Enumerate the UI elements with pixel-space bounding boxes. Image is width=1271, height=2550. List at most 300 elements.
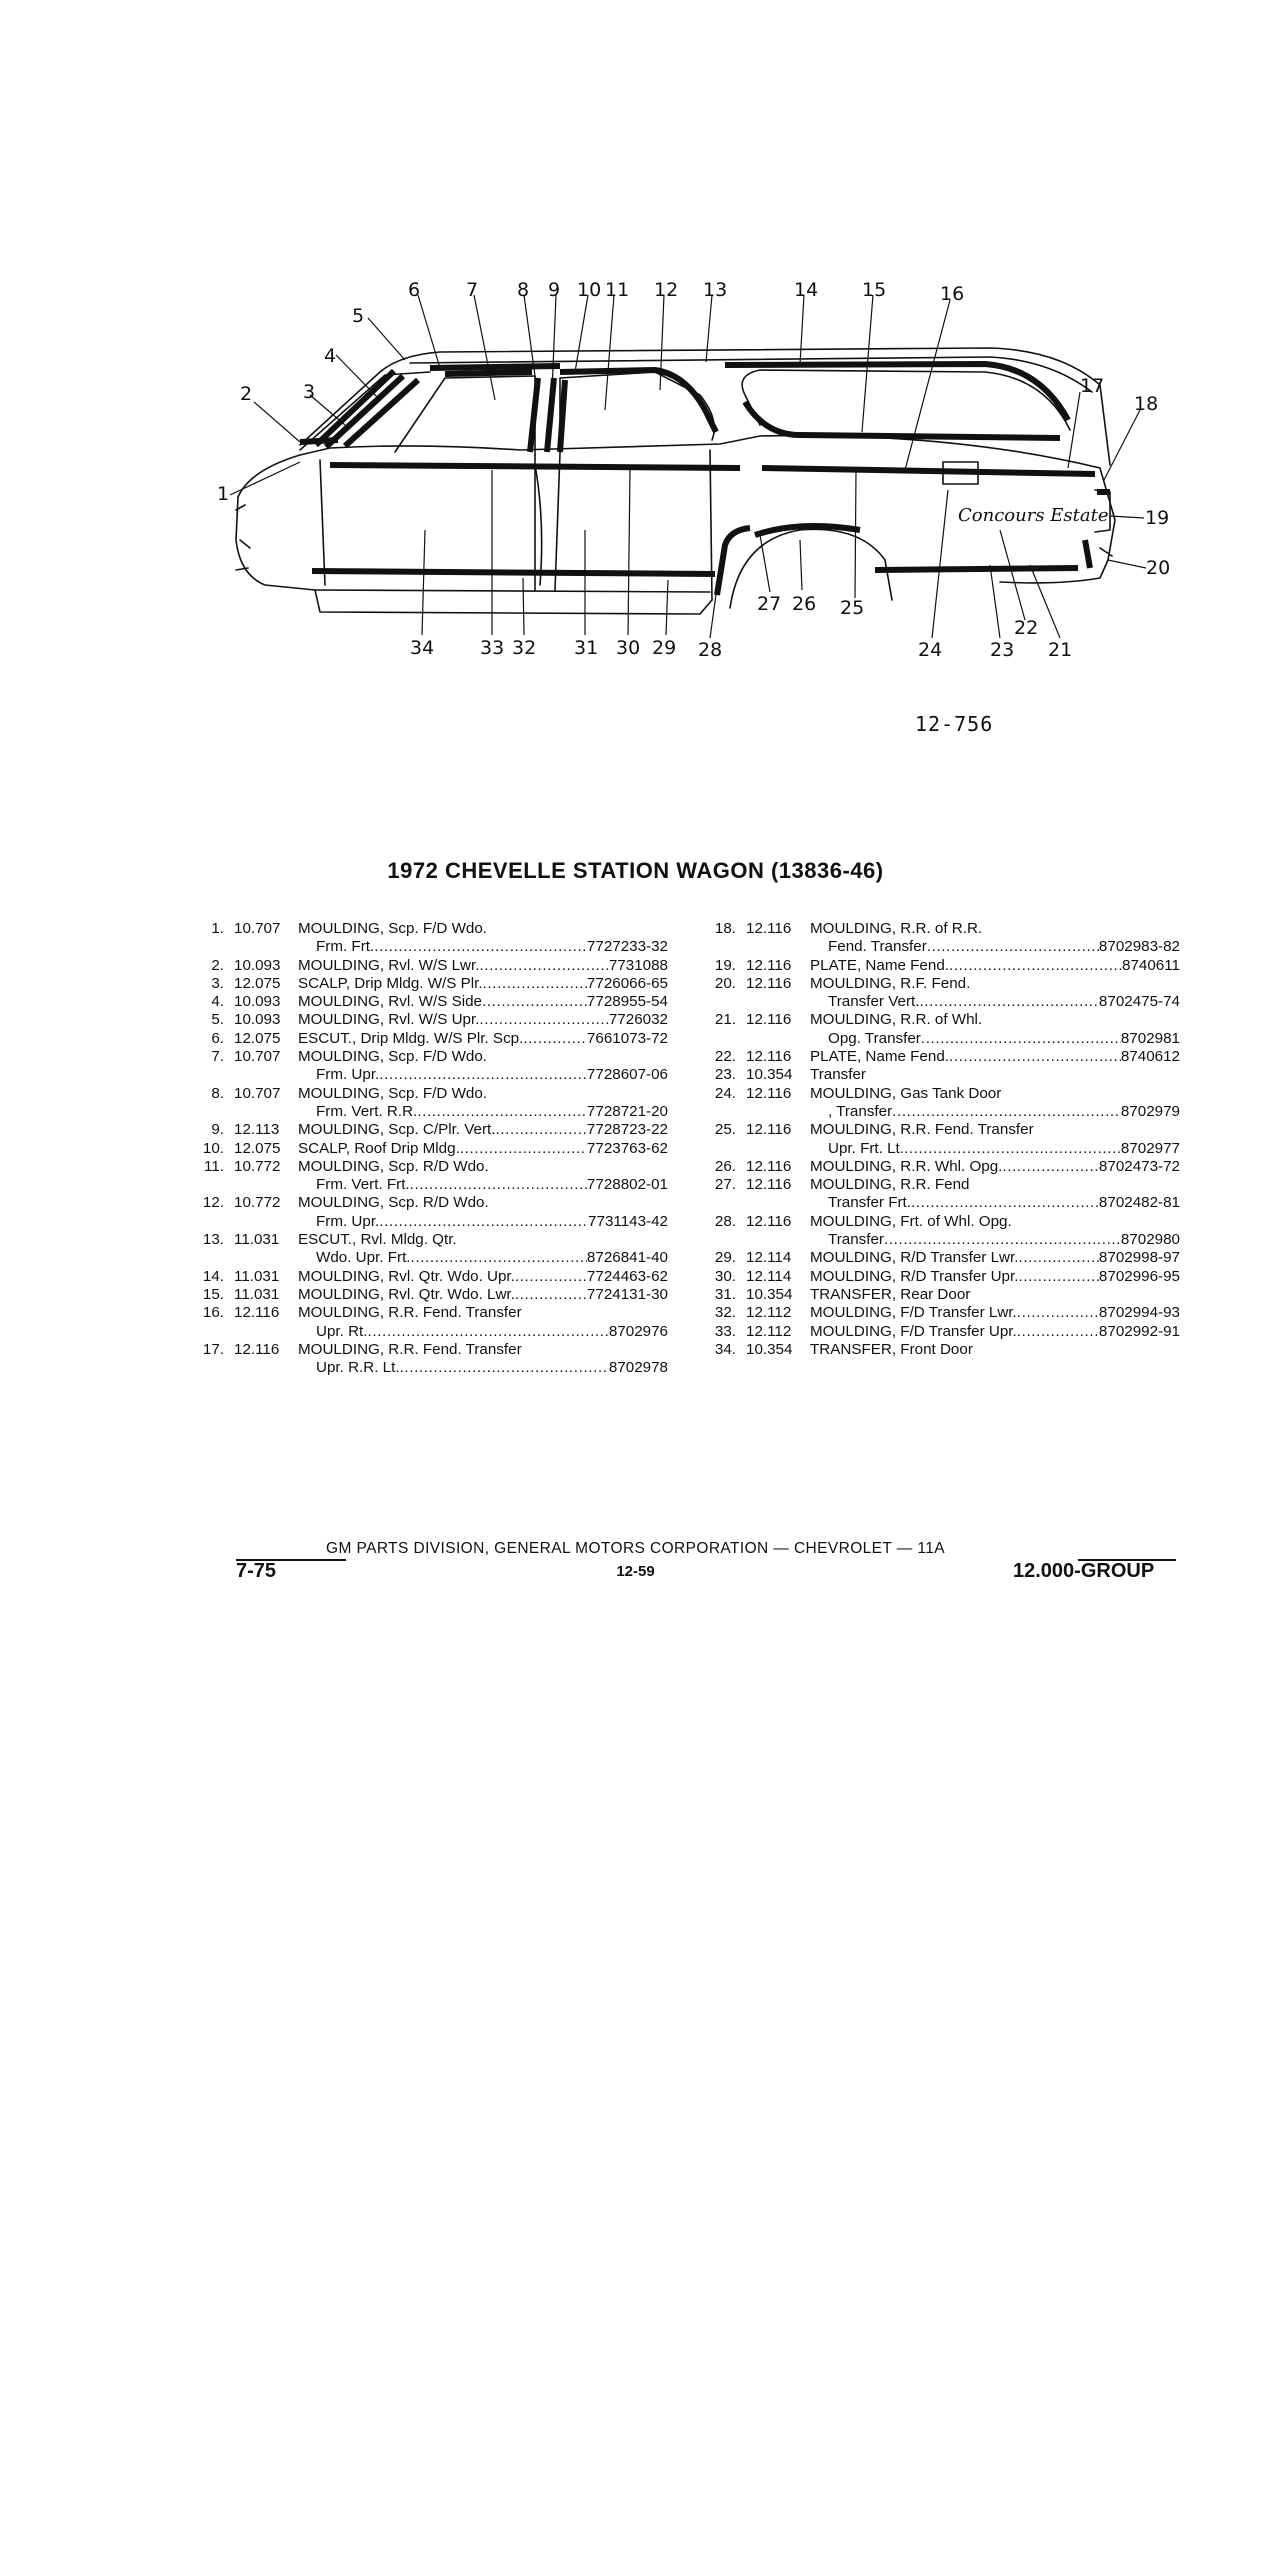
part-description: Transfer (810, 1066, 866, 1084)
item-number: 16. (202, 1304, 224, 1322)
footer-page-number: 12-59 (616, 1563, 655, 1580)
description-text: MOULDING, F/D Transfer Upr. (810, 1322, 1017, 1340)
part-number: 8740612 (1120, 1048, 1180, 1066)
body-upper-moulding-rear (762, 468, 1095, 474)
callout-29: 29 (652, 637, 677, 659)
part-number: 8702475-74 (1098, 993, 1180, 1011)
description-text: MOULDING, Rvl. Qtr. Wdo. Upr. (298, 1267, 515, 1285)
part-description: MOULDING, Scp. R/D Wdo. (298, 1157, 489, 1175)
part-number: 8702473-72 (1098, 1157, 1180, 1175)
callout-3: 3 (303, 381, 316, 403)
item-number: 22. (714, 1048, 736, 1066)
part-description (298, 975, 668, 993)
group-code: 12.116 (746, 956, 792, 974)
part-description: MOULDING, R.R. Fend. Transfer (298, 1340, 522, 1358)
part-number: 7731143-42 (588, 1212, 668, 1230)
parts-row-continued (192, 1323, 668, 1341)
parts-list-right (704, 920, 1180, 1359)
parts-row (704, 1304, 1180, 1322)
description-text: MOULDING, R.R. Whl. Opg. (810, 1157, 1003, 1175)
group-code: 12.112 (746, 1304, 792, 1322)
item-number: 20. (714, 974, 736, 992)
parts-row (192, 957, 668, 975)
description-text: , Transfer (828, 1102, 893, 1120)
dot-leader (1018, 1268, 1098, 1286)
part-number: 8702981 (1120, 1029, 1180, 1047)
callout-2: 2 (240, 383, 253, 405)
parts-row (704, 920, 1180, 938)
part-description: MOULDING, R.R. Fend. Transfer (810, 1121, 1034, 1139)
dot-leader (904, 1140, 1121, 1158)
dot-leader (482, 993, 587, 1011)
footer-group: 12.000-GROUP (1013, 1560, 1155, 1582)
part-description-continued (316, 1176, 668, 1194)
part-description-continued (828, 1231, 1180, 1249)
part-description-continued (828, 993, 1180, 1011)
group-code: 10.354 (746, 1285, 793, 1303)
dot-leader (919, 993, 1098, 1011)
parts-row (704, 1268, 1180, 1286)
part-number: 8702482-81 (1098, 1194, 1180, 1212)
parts-row (704, 1249, 1180, 1267)
item-number: 29. (714, 1249, 736, 1267)
rear-door-window (560, 372, 714, 453)
parts-row (704, 975, 1180, 993)
item-number: 21. (714, 1011, 736, 1029)
part-description (298, 993, 668, 1011)
description-text: Frm. Vert. R.R. (316, 1102, 418, 1120)
callout-4: 4 (324, 345, 337, 367)
callout-33: 33 (480, 637, 505, 659)
part-number: 8702977 (1120, 1139, 1180, 1157)
part-description: MOULDING, R.R. of Whl. (810, 1011, 983, 1029)
wheel-opening-front-moulding (717, 528, 750, 595)
item-number: 33. (714, 1322, 736, 1340)
parts-row-continued (192, 1213, 668, 1231)
parts-row-continued (192, 1176, 668, 1194)
dot-leader (479, 1011, 608, 1029)
part-number: 7728802-01 (586, 1176, 668, 1194)
dot-leader (949, 1048, 1121, 1066)
part-number: 7726032 (608, 1011, 668, 1029)
item-number: 10. (202, 1139, 224, 1157)
dot-leader (884, 1231, 1121, 1249)
part-description: MOULDING, Scp. F/D Wdo. (298, 920, 488, 937)
callout-27: 27 (757, 593, 782, 615)
description-text: Upr. Frt. Lt. (828, 1139, 904, 1157)
part-description: MOULDING, Gas Tank Door (810, 1084, 1002, 1102)
part-description-continued (316, 1103, 668, 1121)
parts-row (704, 1121, 1180, 1139)
dot-leader (1017, 1304, 1099, 1322)
part-description (298, 957, 668, 975)
dot-leader (411, 1249, 587, 1267)
part-description: ESCUT., Rvl. Mldg. Qtr. (298, 1231, 457, 1249)
item-number: 15. (202, 1285, 224, 1303)
item-number: 34. (714, 1340, 736, 1358)
part-description (298, 1286, 668, 1304)
item-number: 2. (211, 956, 224, 974)
parts-row (704, 1158, 1180, 1176)
group-code: 12.116 (746, 1011, 792, 1029)
part-number: 8702994-93 (1098, 1304, 1180, 1322)
callout-22: 22 (1014, 617, 1039, 639)
group-code: 12.116 (746, 1176, 792, 1194)
dot-leader (1017, 1323, 1099, 1341)
rocker-outline (315, 590, 710, 592)
callout-13: 13 (703, 279, 728, 301)
part-number: 8702980 (1120, 1231, 1180, 1249)
rear-door-frame-moulding (560, 370, 716, 432)
dot-leader (515, 1286, 587, 1304)
description-text: Frm. Upr. (316, 1066, 380, 1084)
group-code: 10.707 (234, 1048, 281, 1066)
part-number: 8702976 (608, 1322, 668, 1340)
dot-leader (495, 1121, 586, 1139)
item-number: 30. (714, 1267, 736, 1285)
parts-list-left (192, 920, 668, 1377)
callout-28: 28 (698, 639, 723, 661)
part-number: 8702996-95 (1098, 1267, 1180, 1285)
description-text: Transfer Frt. (828, 1194, 911, 1212)
group-code: 12.075 (234, 1139, 281, 1157)
parts-row-continued (704, 1140, 1180, 1158)
description-text: PLATE, Name Fend. (810, 1048, 949, 1066)
parts-row (192, 1231, 668, 1249)
station-wagon-diagram (0, 0, 1271, 700)
description-text: MOULDING, Rvl. W/S Upr. (298, 1011, 480, 1029)
parts-row (192, 1121, 668, 1139)
group-code: 12.075 (234, 1029, 281, 1047)
part-description (298, 1140, 668, 1158)
description-text: Fend. Transfer (828, 938, 927, 956)
description-text: MOULDING, R/D Transfer Upr. (810, 1267, 1019, 1285)
callout-23: 23 (990, 639, 1015, 661)
description-text: Frm. Vert. Frt. (316, 1176, 410, 1194)
quarter-window-lower-moulding (745, 402, 1060, 438)
body-upper-moulding-front (330, 465, 740, 468)
parts-row-continued (192, 938, 668, 956)
item-number: 19. (714, 956, 736, 974)
callout-20: 20 (1146, 557, 1171, 579)
part-description (810, 1249, 1180, 1267)
callout-8: 8 (517, 279, 530, 301)
part-number: 7727233-32 (586, 938, 668, 956)
front-door-window-frame-moulding (445, 372, 532, 374)
door-division (535, 450, 712, 600)
part-description (810, 1323, 1180, 1341)
parts-row (192, 1341, 668, 1359)
item-number: 7. (211, 1048, 224, 1066)
part-description-continued (316, 1066, 668, 1084)
windshield-pillar-moulding-inner-2 (345, 380, 418, 446)
group-code: 10.707 (234, 1084, 281, 1102)
item-number: 13. (202, 1231, 224, 1249)
callout-14: 14 (794, 279, 819, 301)
group-code: 12.116 (746, 1084, 792, 1102)
part-description: TRANSFER, Front Door (810, 1340, 973, 1358)
part-description: MOULDING, R.F. Fend. (810, 974, 971, 992)
page-title: 1972 CHEVELLE STATION WAGON (13836-46) (387, 858, 884, 883)
parts-row (192, 1048, 668, 1066)
part-number: 7661073-72 (586, 1029, 668, 1047)
group-code: 12.116 (746, 920, 792, 937)
part-description (298, 1011, 668, 1029)
group-code: 10.093 (234, 1011, 281, 1029)
item-number: 26. (714, 1157, 736, 1175)
parts-row (192, 1268, 668, 1286)
parts-row (192, 920, 668, 938)
callout-25: 25 (840, 597, 865, 619)
parts-row (704, 1085, 1180, 1103)
center-pillar-moulding-2 (547, 378, 554, 452)
parts-row-continued (192, 1249, 668, 1267)
parts-row (192, 1030, 668, 1048)
callout-11: 11 (605, 279, 630, 301)
part-description: MOULDING, Scp. F/D Wdo. (298, 1048, 488, 1066)
part-description (298, 1030, 668, 1048)
door-panel-outline (320, 460, 542, 585)
callout-24: 24 (918, 639, 943, 661)
dot-leader (927, 938, 1099, 956)
dot-leader (921, 1030, 1121, 1048)
item-number: 11. (204, 1157, 224, 1175)
body-lower-moulding (312, 571, 715, 574)
group-code: 12.116 (746, 974, 792, 992)
item-number: 14. (202, 1267, 224, 1285)
callout-5: 5 (352, 305, 365, 327)
callout-19: 19 (1145, 507, 1170, 529)
item-number: 24. (714, 1084, 736, 1102)
group-code: 12.113 (234, 1121, 280, 1139)
group-code: 11.031 (234, 1231, 280, 1249)
group-code: 12.114 (746, 1267, 792, 1285)
callout-6: 6 (408, 279, 421, 301)
parts-row (704, 1048, 1180, 1066)
callout-9: 9 (548, 279, 561, 301)
callout-30: 30 (616, 637, 641, 659)
group-code: 12.116 (234, 1340, 280, 1358)
dot-leader (410, 1176, 587, 1194)
group-code: 11.031 (234, 1267, 280, 1285)
dot-leader (1002, 1158, 1099, 1176)
part-number: 7724463-62 (586, 1267, 668, 1285)
part-description (810, 1268, 1180, 1286)
callout-16: 16 (940, 283, 965, 305)
item-number: 25. (714, 1121, 736, 1139)
group-code: 10.093 (234, 956, 281, 974)
part-number: 8726841-40 (586, 1249, 668, 1267)
description-text: MOULDING, Scp. C/Plr. Vert. (298, 1121, 496, 1139)
part-number: 7726066-65 (586, 974, 668, 992)
part-number: 8702992-91 (1098, 1322, 1180, 1340)
part-description: MOULDING, Frt. of Whl. Opg. (810, 1212, 1012, 1230)
part-description-continued (316, 938, 668, 956)
dot-leader (949, 957, 1122, 975)
part-description-continued (316, 1213, 668, 1231)
part-description-continued (828, 1030, 1180, 1048)
part-number: 7728955-54 (586, 993, 668, 1011)
dot-leader (515, 1268, 587, 1286)
group-code: 12.116 (746, 1048, 792, 1066)
figure-code: 12-756 (915, 712, 994, 736)
concours-estate-script: Concours Estate (958, 505, 1109, 526)
group-code: 12.116 (746, 1212, 792, 1230)
parts-row-continued (704, 1231, 1180, 1249)
item-number: 3. (211, 974, 224, 992)
group-code: 10.093 (234, 993, 281, 1011)
dot-leader (400, 1359, 609, 1377)
part-description: MOULDING, R.R. of R.R. (810, 920, 983, 937)
callout-26: 26 (792, 593, 817, 615)
description-text: Wdo. Upr. Frt. (316, 1249, 411, 1267)
part-number: 8740611 (1122, 956, 1180, 974)
item-number: 32. (714, 1304, 736, 1322)
quarter-window (742, 370, 1070, 430)
parts-row-continued (192, 1359, 668, 1377)
parts-row (704, 957, 1180, 975)
part-description: MOULDING, R.R. Fend (810, 1176, 970, 1194)
part-description-continued (316, 1323, 668, 1341)
parts-row-continued (704, 1194, 1180, 1212)
callout-32: 32 (512, 637, 537, 659)
description-text: MOULDING, R/D Transfer Lwr. (810, 1249, 1019, 1267)
dot-leader (523, 1030, 587, 1048)
callout-31: 31 (574, 637, 599, 659)
parts-row-continued (192, 1103, 668, 1121)
parts-row (192, 1194, 668, 1212)
dot-leader (417, 1103, 587, 1121)
part-number: 7728723-22 (586, 1121, 668, 1139)
part-number: 7728721-20 (586, 1102, 668, 1120)
description-text: Transfer (828, 1231, 884, 1249)
dot-leader (374, 938, 587, 956)
callout-7: 7 (466, 279, 479, 301)
group-code: 12.116 (746, 1157, 792, 1175)
item-number: 5. (211, 1011, 224, 1029)
parts-row (192, 1011, 668, 1029)
parts-row (192, 1304, 668, 1322)
dot-leader (379, 1066, 587, 1084)
description-text: Transfer Vert. (828, 993, 920, 1011)
group-code: 10.772 (234, 1157, 281, 1175)
quarter-window-upper-moulding (725, 364, 1068, 420)
parts-row (192, 1085, 668, 1103)
item-number: 17. (202, 1340, 224, 1358)
part-description: MOULDING, R.R. Fend. Transfer (298, 1304, 522, 1322)
part-description-continued (316, 1359, 668, 1377)
callout-17: 17 (1080, 375, 1105, 397)
roof-drip-moulding (430, 366, 560, 368)
parts-row (192, 993, 668, 1011)
item-number: 12. (202, 1194, 224, 1212)
description-text: MOULDING, Rvl. W/S Side (298, 993, 482, 1011)
dot-leader (460, 1140, 587, 1158)
item-number: 6. (211, 1029, 224, 1047)
dot-leader (379, 1213, 588, 1231)
callout-18: 18 (1134, 393, 1159, 415)
parts-row (192, 975, 668, 993)
item-number: 4. (211, 993, 224, 1011)
rear-fender-vert-moulding (1085, 540, 1090, 568)
footer-publisher: GM PARTS DIVISION, GENERAL MOTORS CORPORATION — CHEVROLET — 11A (326, 1540, 945, 1557)
part-description: TRANSFER, Rear Door (810, 1285, 971, 1303)
parts-row (704, 1323, 1180, 1341)
part-description-continued (828, 938, 1180, 956)
part-number: 8702983-82 (1098, 938, 1180, 956)
description-text: SCALP, Roof Drip Mldg. (298, 1139, 460, 1157)
item-number: 31. (714, 1285, 736, 1303)
part-number: 7723763-62 (586, 1139, 668, 1157)
part-number: 7731088 (608, 956, 668, 974)
dot-leader (479, 957, 608, 975)
group-code: 11.031 (234, 1285, 280, 1303)
dot-leader (483, 975, 587, 993)
dot-leader (892, 1103, 1121, 1121)
parts-row-continued (192, 1066, 668, 1084)
description-text: Upr. R.R. Lt. (316, 1359, 400, 1377)
dot-leader (1018, 1249, 1098, 1267)
description-text: Upr. Rt. (316, 1322, 368, 1340)
group-code: 12.114 (746, 1249, 792, 1267)
description-text: Frm. Frt. (316, 938, 375, 956)
callout-15: 15 (862, 279, 887, 301)
part-description-continued (316, 1249, 668, 1267)
body-lower-outline (236, 497, 712, 614)
description-text: SCALP, Drip Mldg. W/S Plr. (298, 974, 483, 992)
callout-1: 1 (217, 483, 230, 505)
parts-row (704, 1341, 1180, 1359)
part-description: MOULDING, Scp. R/D Wdo. (298, 1194, 489, 1212)
item-number: 28. (714, 1212, 736, 1230)
parts-row-continued (704, 938, 1180, 956)
group-code: 12.075 (234, 974, 281, 992)
group-code: 12.116 (746, 1121, 792, 1139)
front-end-outline (236, 505, 250, 570)
callout-10: 10 (577, 279, 602, 301)
part-description-continued (828, 1103, 1180, 1121)
dot-leader (367, 1323, 608, 1341)
callout-12: 12 (654, 279, 679, 301)
part-description (810, 1158, 1180, 1176)
part-description-continued (828, 1140, 1180, 1158)
part-number: 8702978 (608, 1359, 668, 1377)
parts-row-continued (704, 993, 1180, 1011)
group-code: 10.772 (234, 1194, 281, 1212)
part-number: 8702998-97 (1098, 1249, 1180, 1267)
parts-row (192, 1158, 668, 1176)
item-number: 1. (211, 920, 224, 937)
item-number: 23. (714, 1066, 736, 1084)
item-number: 9. (211, 1121, 224, 1139)
part-description: MOULDING, Scp. F/D Wdo. (298, 1084, 488, 1102)
part-description (810, 1048, 1180, 1066)
group-code: 12.112 (746, 1322, 792, 1340)
item-number: 27. (714, 1176, 736, 1194)
description-text: Opg. Transfer (828, 1029, 921, 1047)
footer-date: 7-75 (236, 1560, 277, 1582)
callout-34: 34 (410, 637, 435, 659)
item-number: 8. (211, 1084, 224, 1102)
group-code: 10.354 (746, 1066, 793, 1084)
callout-21: 21 (1048, 639, 1073, 661)
parts-row (704, 1011, 1180, 1029)
rear-lower-moulding (875, 568, 1078, 570)
description-text: Frm. Upr. (316, 1212, 380, 1230)
parts-row-continued (704, 1103, 1180, 1121)
part-description (298, 1268, 668, 1286)
part-number: 7724131-30 (586, 1285, 668, 1303)
